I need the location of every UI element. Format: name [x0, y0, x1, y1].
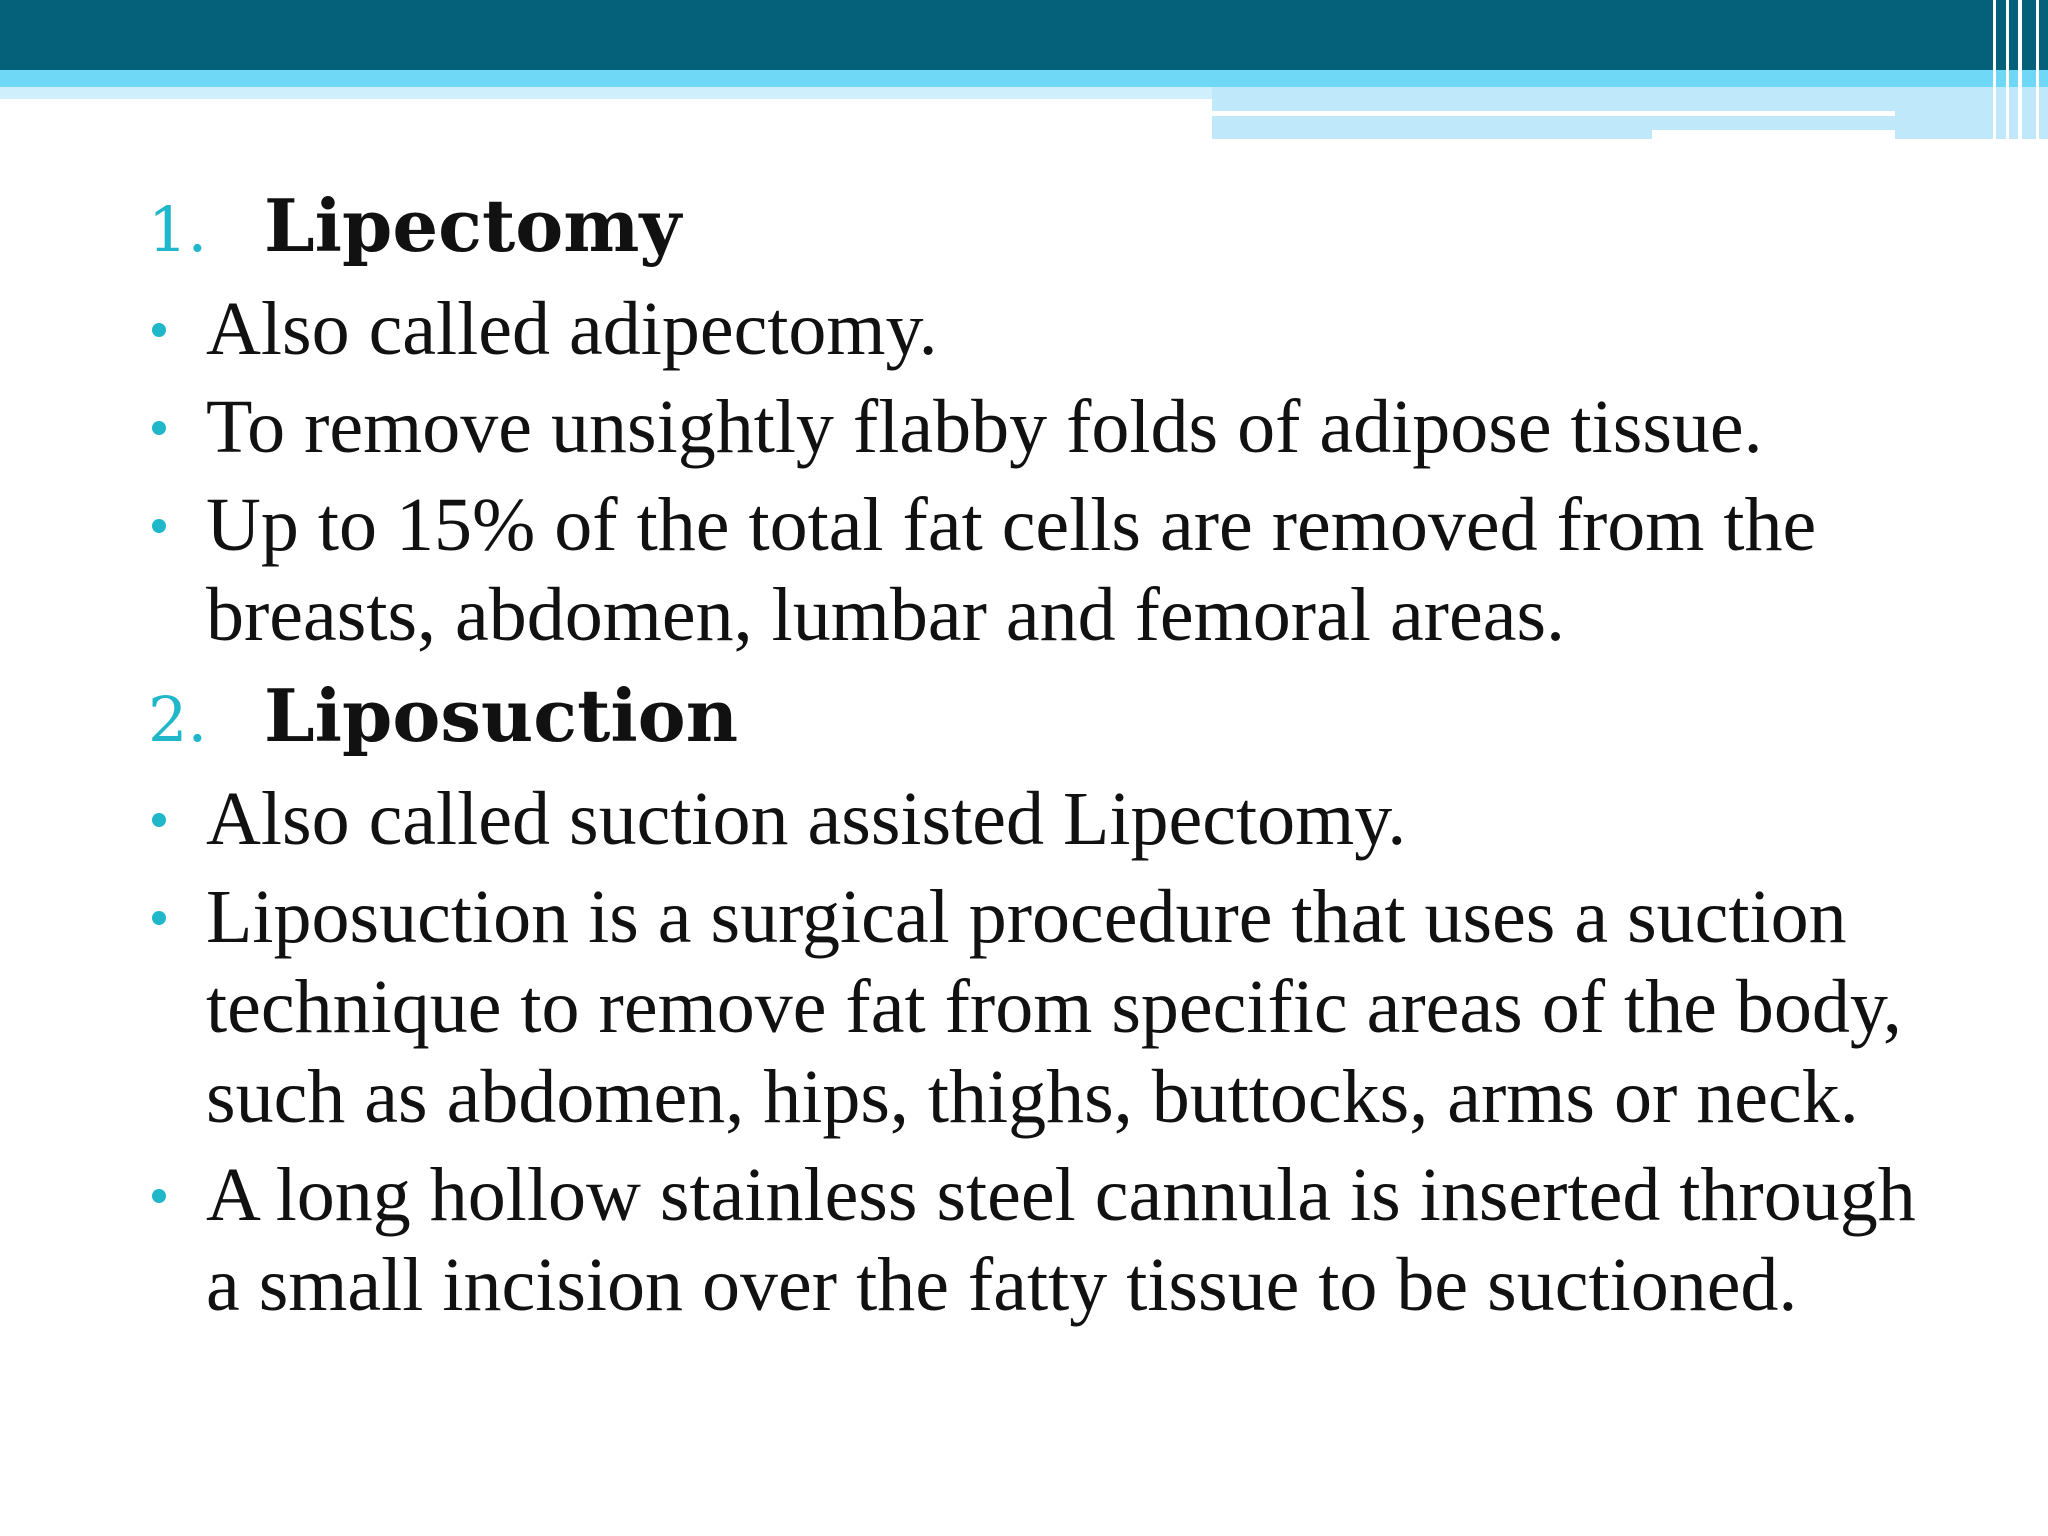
bullet-text: Also called suction assisted Lipectomy.: [206, 777, 1407, 861]
header-band-light: [0, 70, 2048, 87]
bullet-item: [148, 284, 1948, 374]
section-number: 1.: [148, 193, 208, 266]
header-stripe: [1212, 111, 1895, 116]
bullet-text: A long hollow stainless steel cannula is inserted through a small incision over the fatty tissue to be suctioned.: [206, 1153, 1916, 1327]
bullet-text: Liposuction is a surgical procedure that uses a suction technique to remove fat from specific areas of the body, such as abdomen, hips, thighs, buttocks, arms or neck.: [206, 875, 1902, 1139]
bullet-dot-icon: [152, 323, 166, 337]
header-vertical-line: [2036, 0, 2039, 140]
header-band-dark: [0, 0, 2048, 70]
bullet-text: Also called adipectomy.: [206, 287, 938, 371]
bullet-item: [148, 382, 1948, 472]
section-number: 2.: [148, 683, 208, 756]
bullet-text: To remove unsightly flabby folds of adipose tissue.: [206, 385, 1763, 469]
bullet-text: Up to 15% of the total fat cells are removed from the breasts, abdomen, lumbar and femoral areas.: [206, 483, 1817, 657]
section-heading: [148, 178, 1948, 278]
header-band-pale: [0, 87, 1212, 99]
slide-content: [148, 178, 1948, 1338]
section-title: Liposuction: [264, 673, 739, 758]
bullet-dot-icon: [152, 813, 166, 827]
bullet-item: [148, 480, 1948, 660]
bullet-dot-icon: [152, 519, 166, 533]
bullet-dot-icon: [152, 911, 166, 925]
header-stripe: [1652, 130, 1895, 139]
header-vertical-line: [2006, 0, 2009, 140]
bullet-item: [148, 872, 1948, 1142]
section-heading: [148, 668, 1948, 768]
bullet-item: [148, 1150, 1948, 1330]
bullet-item: [148, 774, 1948, 864]
header-vertical-line: [2018, 0, 2022, 140]
header-vertical-line: [1993, 0, 1996, 140]
bullet-dot-icon: [152, 1189, 166, 1203]
bullet-dot-icon: [152, 421, 166, 435]
section-title: Lipectomy: [264, 183, 682, 268]
